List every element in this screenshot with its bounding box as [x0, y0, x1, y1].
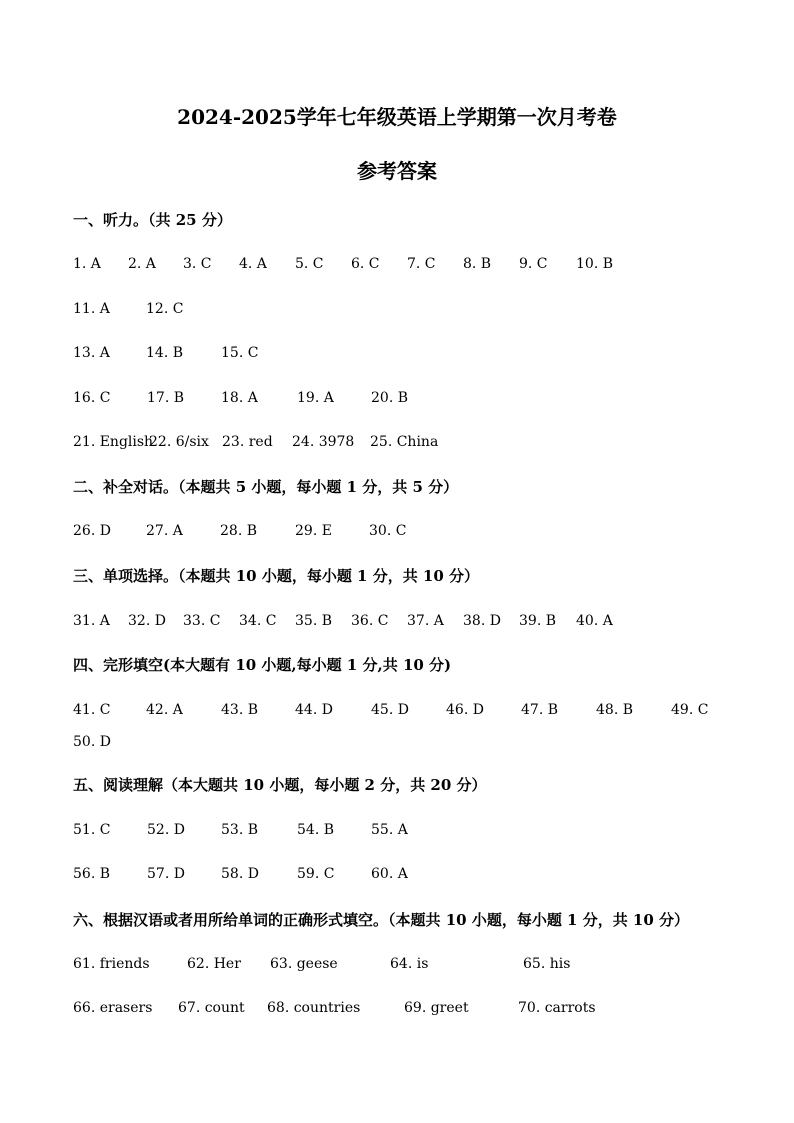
answer-item: 65. his [523, 956, 571, 972]
answer-item: 49. C [671, 702, 709, 718]
answer-item: 11. A [73, 301, 110, 317]
section-heading: 二、补全对话。（本题共 5 小题，每小题 1 分，共 5 分） [73, 478, 459, 496]
answer-item: 7. C [407, 256, 436, 272]
answer-item: 33. C [183, 613, 221, 629]
answer-item: 21. English [73, 434, 154, 450]
answer-item: 66. erasers [73, 1000, 153, 1016]
answer-item: 18. A [221, 390, 258, 406]
answer-item: 29. E [295, 523, 332, 539]
answer-item: 31. A [73, 613, 110, 629]
section-heading: 三、单项选择。（本题共 10 小题，每小题 1 分，共 10 分） [73, 567, 480, 585]
answer-item: 8. B [463, 256, 492, 272]
answer-item: 4. A [239, 256, 267, 272]
answer-item: 55. A [371, 822, 408, 838]
answer-item: 45. D [371, 702, 409, 718]
answer-item: 37. A [407, 613, 444, 629]
answer-item: 25. China [370, 434, 439, 450]
answer-item: 61. friends [73, 956, 150, 972]
answer-item: 50. D [73, 734, 111, 750]
answer-item: 41. C [73, 702, 111, 718]
answer-item: 5. C [295, 256, 324, 272]
answer-item: 58. D [221, 866, 259, 882]
answer-item: 64. is [390, 956, 429, 972]
answer-item: 26. D [73, 523, 111, 539]
answer-item: 20. B [371, 390, 409, 406]
answer-item: 2. A [128, 256, 156, 272]
answer-item: 43. B [221, 702, 259, 718]
section-heading: 一、听力。（共 25 分） [73, 211, 232, 229]
answer-item: 14. B [146, 345, 184, 361]
answer-item: 1. A [73, 256, 101, 272]
section-heading: 四、完形填空(本大题有 10 小题,每小题 1 分,共 10 分) [73, 656, 452, 674]
answer-item: 22. 6/six [149, 434, 209, 450]
section-heading: 五、阅读理解（本大题共 10 小题，每小题 2 分，共 20 分） [73, 776, 487, 794]
answer-item: 17. B [147, 390, 185, 406]
answer-item: 15. C [221, 345, 259, 361]
answer-item: 16. C [73, 390, 111, 406]
answer-item: 36. C [351, 613, 389, 629]
answer-item: 39. B [519, 613, 557, 629]
answer-item: 35. B [295, 613, 333, 629]
answer-item: 30. C [369, 523, 407, 539]
answer-item: 38. D [463, 613, 501, 629]
answer-item: 60. A [371, 866, 408, 882]
answer-item: 48. B [596, 702, 634, 718]
answer-item: 47. B [521, 702, 559, 718]
answer-item: 44. D [295, 702, 333, 718]
answer-item: 57. D [147, 866, 185, 882]
answer-item: 32. D [128, 613, 166, 629]
answer-item: 68. countries [267, 1000, 361, 1016]
answer-item: 34. C [239, 613, 277, 629]
answer-item: 52. D [147, 822, 185, 838]
answer-item: 70. carrots [518, 1000, 596, 1016]
answer-item: 9. C [519, 256, 548, 272]
answer-item: 27. A [146, 523, 183, 539]
answer-item: 40. A [576, 613, 613, 629]
answer-item: 6. C [351, 256, 380, 272]
answer-item: 42. A [146, 702, 183, 718]
answer-item: 69. greet [404, 1000, 469, 1016]
answer-item: 51. C [73, 822, 111, 838]
answer-item: 53. B [221, 822, 259, 838]
answer-item: 28. B [220, 523, 258, 539]
answer-item: 67. count [178, 1000, 245, 1016]
section-heading: 六、根据汉语或者用所给单词的正确形式填空。（本题共 10 小题，每小题 1 分，共 10 分） [73, 911, 690, 929]
answer-item: 23. red [222, 434, 273, 450]
answer-item: 12. C [146, 301, 184, 317]
document-title: 2024-2025学年七年级英语上学期第一次月考卷 [177, 105, 617, 129]
answer-item: 46. D [446, 702, 484, 718]
answer-item: 13. A [73, 345, 110, 361]
answer-item: 59. C [297, 866, 335, 882]
answer-item: 19. A [297, 390, 334, 406]
answer-item: 54. B [297, 822, 335, 838]
answer-item: 3. C [183, 256, 212, 272]
document-subtitle: 参考答案 [357, 159, 437, 183]
answer-item: 10. B [576, 256, 614, 272]
answer-item: 62. Her [187, 956, 241, 972]
answer-item: 24. 3978 [292, 434, 355, 450]
answer-item: 56. B [73, 866, 111, 882]
answer-item: 63. geese [270, 956, 338, 972]
